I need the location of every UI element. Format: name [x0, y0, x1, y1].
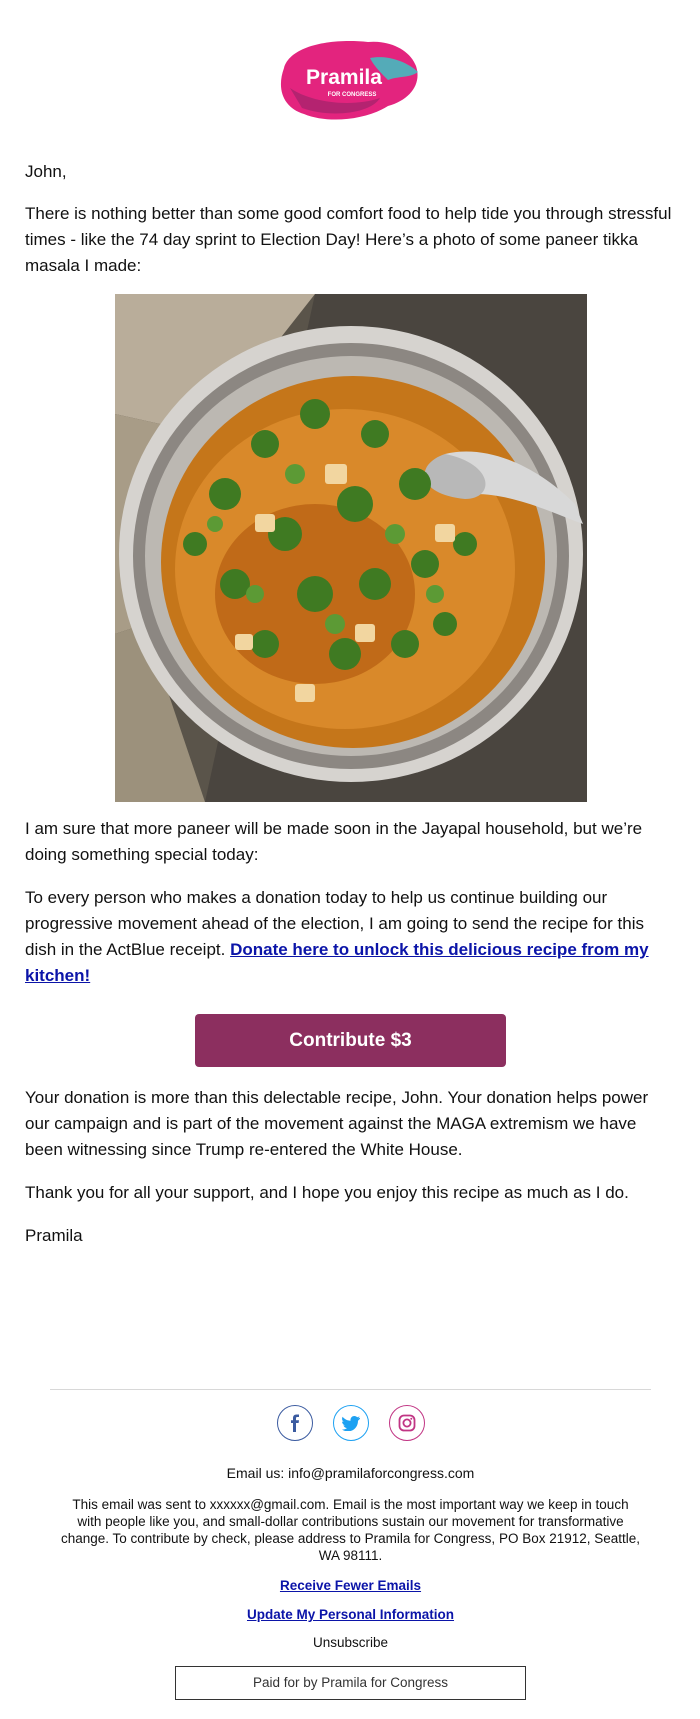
donate-recipe-link[interactable]: Donate here to unlock this delicious recipe from my kitchen!: [25, 940, 649, 985]
twitter-icon[interactable]: [333, 1405, 369, 1441]
logo-name: Pramila: [306, 66, 382, 89]
unsubscribe-link[interactable]: Unsubscribe: [312, 1635, 389, 1650]
update-info-link[interactable]: Update My Personal Information: [246, 1607, 455, 1622]
donation-paragraph: [25, 885, 675, 989]
paid-for-disclaimer: Paid for by Pramila for Congress: [175, 1666, 526, 1700]
logo-subtitle: FOR CONGRESS: [327, 92, 377, 98]
household-paragraph: I am sure that more paneer will be made soon in the Jayapal household, but we’re doing something special today:: [25, 819, 643, 864]
intro-paragraph: There is nothing better than some good comfort food to help tide you through stressful times - like the 74 day sprint to Election Day! Here’s a photo of some paneer tikka masala I made:: [25, 204, 672, 275]
footer-disclaimer: This email was sent to xxxxxx@gmail.com. Email is the most important way we keep in touch with people like you, and small-dollar contributions sustain our movement for transformative change. To contribute by check, please address to Pramila for Congress, PO Box 21912, Seattle, WA 98111.: [60, 1497, 641, 1563]
signature: Pramila: [25, 1226, 83, 1245]
contribute-button[interactable]: Contribute $3: [195, 1014, 506, 1067]
thanks-paragraph: Thank you for all your support, and I hope you enjoy this recipe as much as I do.: [25, 1183, 629, 1202]
footer-divider: [50, 1389, 651, 1390]
donation-text: To every person who makes a donation today to help us continue building our progressive movement ahead of the election, I am going to send the recipe for this dish in the ActBlue receipt.: [25, 888, 644, 959]
campaign-logo: [0, 28, 700, 138]
facebook-icon[interactable]: [277, 1405, 313, 1441]
footer-email: Email us: info@pramilaforcongress.com: [226, 1465, 475, 1481]
greeting: John,: [25, 162, 67, 181]
impact-paragraph: Your donation is more than this delectable recipe, John. Your donation helps power our campaign and is part of the movement against the MAGA extremism we have been witnessing since Trump re-entered the White House.: [25, 1088, 649, 1159]
instagram-icon[interactable]: [389, 1405, 425, 1441]
paneer-tikka-masala-photo: [115, 294, 587, 802]
receive-fewer-emails-link[interactable]: Receive Fewer Emails: [279, 1578, 422, 1593]
